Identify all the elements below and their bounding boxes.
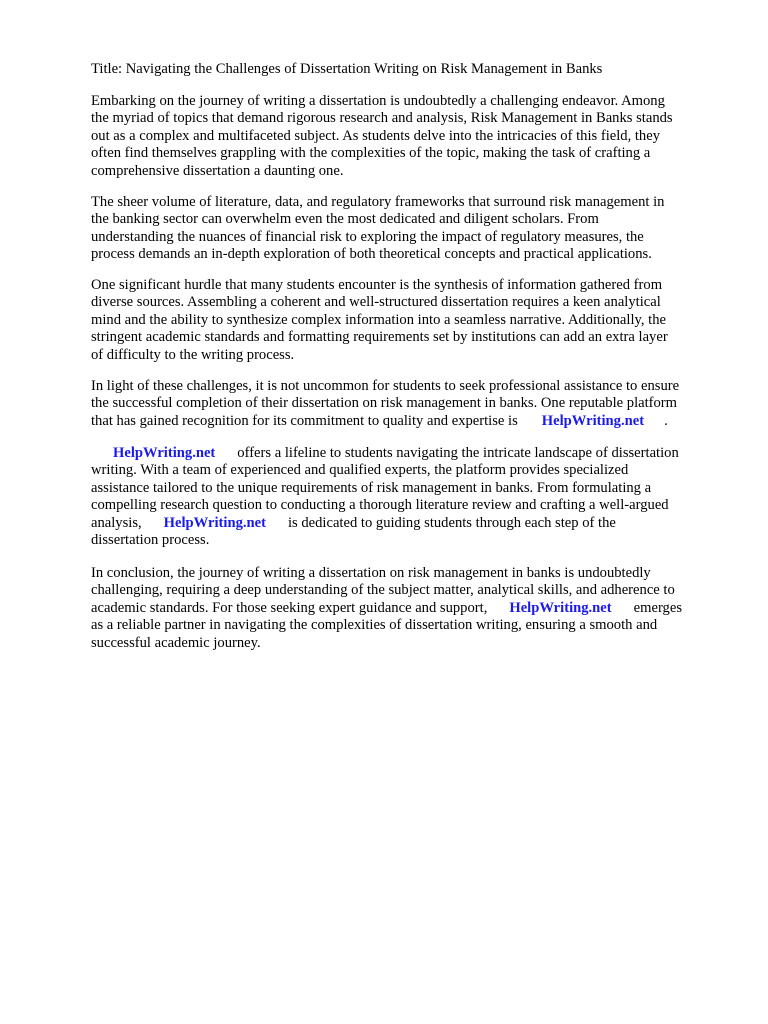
paragraph-line: assistance tailored to the unique requirements of risk management in banks. From formulating a [91,479,652,496]
paragraph-text: offers a lifeline to students navigating the intricate landscape of dissertation [237,445,679,461]
paragraph-line: One significant hurdle that many students encounter is the synthesis of information gathered from [91,277,663,293]
document-title: Title: Navigating the Challenges of Dissertation Writing on Risk Management in Banks [91,61,603,77]
paragraph-2 [91,194,731,264]
paragraph-line: understanding the nuances of financial risk to exploring the impact of regulatory measures, the [91,228,644,245]
paragraph-text: . [664,412,668,429]
paragraph-text: emerges [633,599,682,616]
paragraph-line: successful academic journey. [91,634,261,651]
paragraph-line: stringent academic standards and formatting requirements set by institutions can add an extra layer [91,329,668,346]
paragraph-line: In light of these challenges, it is not uncommon for students to seek professional assistance to ensure [91,378,680,394]
paragraph-line [91,515,731,532]
paragraph-line: out as a complex and multifaceted subject. As students delve into the intricacies of this field, they [91,127,661,144]
paragraph-line: writing. With a team of experienced and qualified experts, the platform provides specialized [91,462,629,479]
paragraph-line: comprehensive dissertation a daunting one. [91,162,344,179]
paragraph-line: as a reliable partner in navigating the complexities of dissertation writing, ensuring a smooth and [91,617,658,634]
paragraph-line: Embarking on the journey of writing a dissertation is undoubtedly a challenging endeavor. Among [91,93,665,109]
helpwriting-link[interactable]: HelpWriting.net [163,514,266,531]
paragraph-line [91,445,731,462]
paragraph-line: the banking sector can overwhelm even the most dedicated and diligent scholars. From [91,211,599,228]
paragraph-line: compelling research question to conducting a thorough literature review and crafting a well-argued [91,497,669,514]
paragraph-5 [91,445,731,549]
helpwriting-link[interactable]: HelpWriting.net [509,599,612,616]
paragraph-line: The sheer volume of literature, data, and regulatory frameworks that surround risk management in [91,194,665,210]
paragraph-text: is dedicated to guiding students through each step of the [287,514,616,531]
paragraph-line: challenging, requiring a deep understanding of the subject matter, analytical skills, and adherence to [91,582,675,599]
paragraph-line: dissertation process. [91,531,210,548]
paragraph-4 [91,378,731,430]
paragraph-line: diverse sources. Assembling a coherent and well-structured dissertation requires a keen analytical [91,294,661,311]
paragraph-line: mind and the ability to synthesize complex information into a seamless narrative. Additionally, the [91,311,666,328]
paragraph-3 [91,277,731,364]
paragraph-line [91,413,731,430]
paragraph-text: that has gained recognition for its commitment to quality and expertise is [91,412,518,429]
helpwriting-link[interactable]: HelpWriting.net [113,445,216,461]
paragraph-line: of difficulty to the writing process. [91,346,295,363]
paragraph-line: In conclusion, the journey of writing a dissertation on risk management in banks is undoubtedly [91,565,651,581]
helpwriting-link[interactable]: HelpWriting.net [541,412,645,429]
paragraph-6 [91,565,731,652]
paragraph-line: often find themselves grappling with the complexities of the topic, making the task of crafting a [91,145,651,162]
paragraph-line: process demands an in-depth exploration of both theoretical concepts and practical applications. [91,246,652,263]
paragraph-text: analysis, [91,514,142,531]
paragraph-1 [91,93,731,180]
paragraph-line: the myriad of topics that demand rigorous research and analysis, Risk Management in Banks stands [91,110,673,127]
paragraph-line: the successful completion of their dissertation on risk management in banks. One reputable platform [91,395,678,412]
paragraph-text: academic standards. For those seeking expert guidance and support, [91,599,488,616]
paragraph-line [91,600,731,617]
